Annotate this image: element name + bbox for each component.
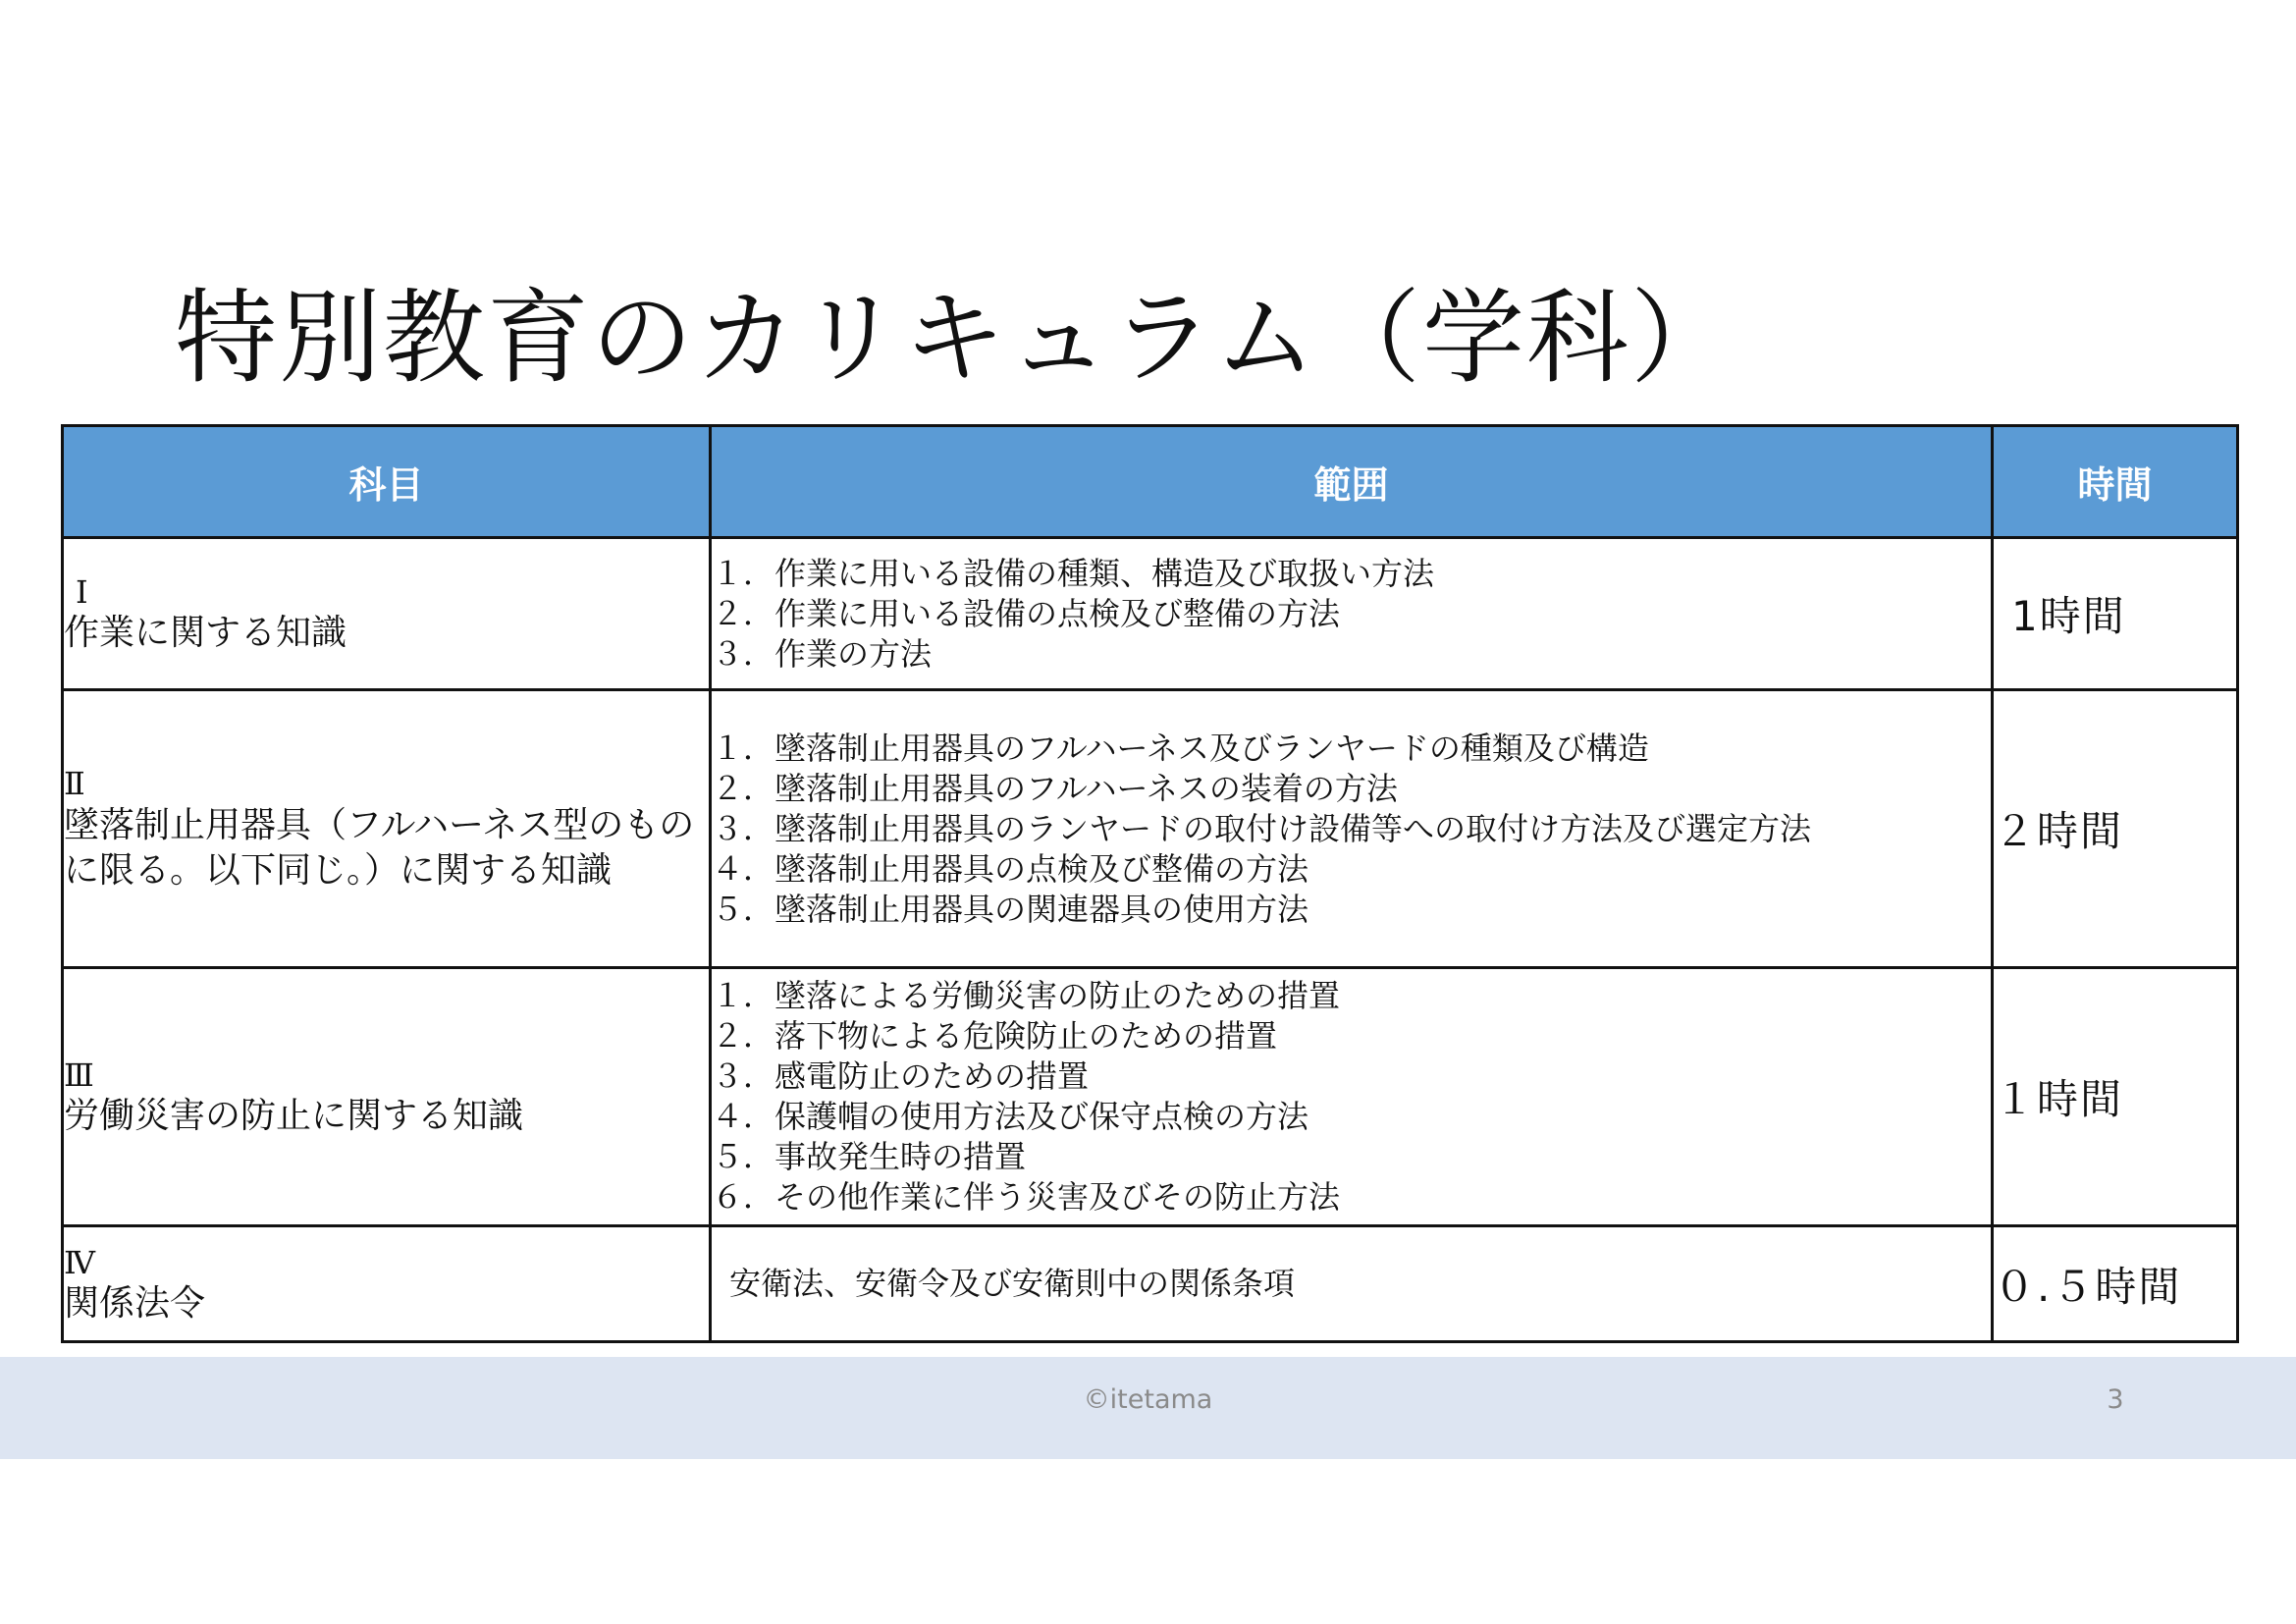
subject-cell [63, 538, 711, 690]
header-subject: 科目 [63, 426, 711, 538]
range-item: ４．墜落制止用器具の点検及び整備の方法 [712, 849, 1309, 888]
range-item: １．作業に用いる設備の種類、構造及び取扱い方法 [712, 554, 1435, 592]
footer-copyright: ©itetama [1083, 1384, 1213, 1415]
subject-name: 労働災害の防止に関する知識 [64, 1096, 524, 1136]
range-cell [711, 968, 1993, 1226]
subject-number: Ⅱ [64, 765, 85, 802]
slide-title: 特別教育のカリキュラム（学科） [175, 278, 1735, 398]
table-header-row [63, 426, 2238, 538]
time-cell: 1時間 [1993, 538, 2238, 690]
header-time: 時間 [1993, 426, 2238, 538]
range-item: １．墜落制止用器具のフルハーネス及びランヤードの種類及び構造 [712, 729, 1649, 767]
subject-name: 墜落制止用器具（フルハーネス型のものに限る。以下同じ。）に関する知識 [64, 805, 695, 891]
subject-number: Ⅳ [64, 1243, 95, 1281]
table-row [63, 690, 2238, 968]
range-item: ６．その他作業に伴う災害及びその防止方法 [712, 1178, 1341, 1216]
table-row [63, 968, 2238, 1226]
subject-number: Ⅲ [64, 1056, 94, 1094]
range-item: ２．作業に用いる設備の点検及び整備の方法 [712, 594, 1341, 632]
range-item: ２．墜落制止用器具のフルハーネスの装着の方法 [712, 769, 1398, 807]
time-cell: ２時間 [1993, 690, 2238, 968]
curriculum-table [61, 424, 2239, 1343]
range-item: 安衛法、安衛令及び安衛則中の関係条項 [729, 1265, 1296, 1302]
subject-cell [63, 1226, 711, 1342]
range-item: ５．事故発生時の措置 [712, 1138, 1027, 1175]
range-cell [711, 538, 1993, 690]
range-item: ４．保護帽の使用方法及び保守点検の方法 [712, 1098, 1309, 1135]
page-number: 3 [2107, 1384, 2124, 1415]
subject-name: 関係法令 [64, 1282, 206, 1324]
range-item: ２．落下物による危険防止のための措置 [712, 1017, 1278, 1055]
table-row [63, 538, 2238, 690]
range-item: ３．作業の方法 [712, 634, 933, 673]
subject-cell [63, 690, 711, 968]
header-range: 範囲 [711, 426, 1993, 538]
subject-name: 作業に関する知識 [64, 613, 347, 653]
range-cell [711, 1226, 1993, 1342]
time-cell: ０.５時間 [1993, 1226, 2238, 1342]
range-cell [711, 690, 1993, 968]
table-row [63, 1226, 2238, 1342]
range-item: ３．感電防止のための措置 [712, 1057, 1090, 1095]
range-item: ３．墜落制止用器具のランヤードの取付け設備等への取付け方法及び選定方法 [712, 809, 1812, 847]
time-cell: １時間 [1993, 968, 2238, 1226]
subject-cell [63, 968, 711, 1226]
range-item: １．墜落による労働災害の防止のための措置 [712, 977, 1341, 1014]
range-item: ５．墜落制止用器具の関連器具の使用方法 [712, 890, 1309, 928]
subject-number: Ⅰ [76, 573, 88, 611]
